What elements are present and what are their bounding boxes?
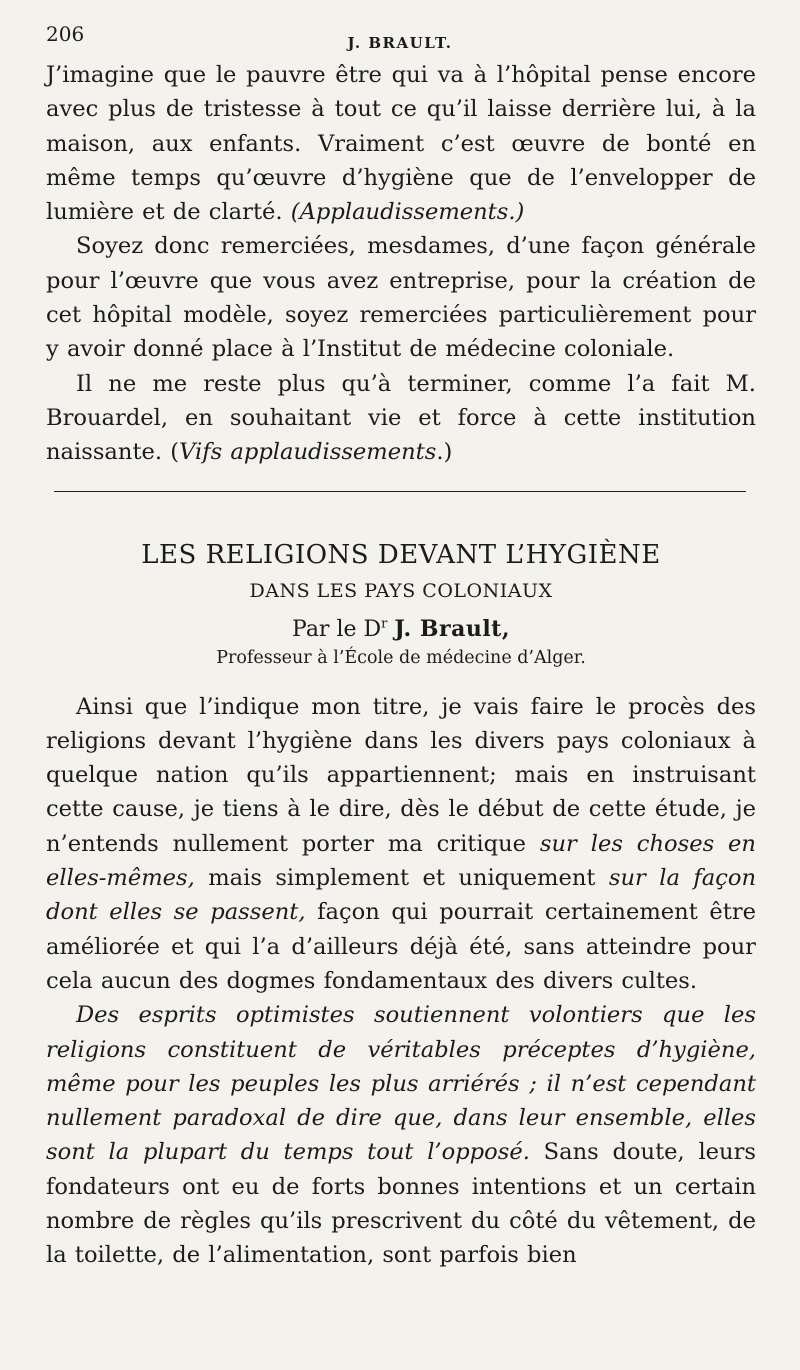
paragraph-3 xyxy=(46,367,756,470)
applause-note: (Applaudissements.) xyxy=(290,199,525,226)
applause-close: .) xyxy=(436,439,453,466)
paragraph-1-text: J’imagine que le pauvre être qui va à l’hôpital pense encore avec plus de tristesse à tout ce qu’il laisse derrière lui, à la maison, aux enfants. Vraiment c’est œuvre de bonté en même temps qu’œuvre d’hygiène que de l’envelopper de lumière et de clarté. xyxy=(46,62,756,226)
byline-prefix: Par le D xyxy=(292,616,382,642)
article-p1-italic-2: sur la façon dont elles se passent, xyxy=(46,865,757,926)
article-p1-a: Ainsi que l’indique mon titre, je vais faire le procès des religions devant l’hygiène dans les divers pays coloniaux à quelque nation qu’ils appartiennent; mais en instruisant cette cause, je tiens à le dire, dès le début de cette étude, je n’entends nullement porter ma critique xyxy=(46,693,756,857)
section-divider xyxy=(54,491,746,492)
article-p2-italic: Des esprits optimistes soutiennent volontiers que les religions constituent de véritables préceptes d’hygiène, même pour les peuples les plus arriérés ; il n’est cependant nullement paradoxal de dire que, dans leur ensemble, elles sont la plupart du temps tout l’opposé. xyxy=(46,1002,756,1166)
article-p1-c: façon qui pourrait certainement être améliorée et qui l’a d’ailleurs déjà été, sans atteindre pour cela aucun des dogmes fondamentaux des divers cultes. xyxy=(46,899,756,994)
article-title: LES RELIGIONS DEVANT L’HYGIÈNE xyxy=(141,539,661,570)
article-p2-rest: Sans doute, leurs fondateurs ont eu de forts bonnes intentions et un certain nombre de règles qu’ils prescrivent du côté du vêtement, de la toilette, de l’alimentation, sont parfois bien xyxy=(46,1139,756,1269)
running-head: J. BRAULT. xyxy=(347,34,453,52)
article-byline xyxy=(46,616,756,642)
paragraph-2: Soyez donc remerciées, mesdames, d’une façon générale pour l’œuvre que vous avez entreprise, pour la création de cet hôpital modèle, soyez remerciées particulièrement pour y avoir donné place à l’Institut de médecine coloniale. xyxy=(46,233,756,363)
byline-author: J. Brault, xyxy=(394,615,510,642)
article-subtitle: DANS LES PAYS COLONIAUX xyxy=(249,579,553,602)
paragraph-1 xyxy=(46,58,756,229)
applause-word-applaudissements: applaudissements xyxy=(230,439,437,466)
applause-open: ( xyxy=(170,439,180,466)
byline-superscript: r xyxy=(381,616,388,632)
applause-word-vifs: Vifs xyxy=(179,439,223,466)
paragraph-3-text: Il ne me reste plus qu’à terminer, comme l’a fait M. Brouardel, en souhaitant vie et force à cette institution naissante. xyxy=(46,370,756,466)
article-p1-b: mais simplement et uniquement xyxy=(208,865,596,892)
author-affiliation: Professeur à l’École de médecine d’Alger. xyxy=(216,647,586,668)
page-number: 206 xyxy=(46,22,85,46)
article-paragraph-2 xyxy=(46,998,756,1272)
article-p1-italic-1: sur les choses en elles-mêmes, xyxy=(46,830,756,892)
article-paragraph-1 xyxy=(46,690,756,999)
